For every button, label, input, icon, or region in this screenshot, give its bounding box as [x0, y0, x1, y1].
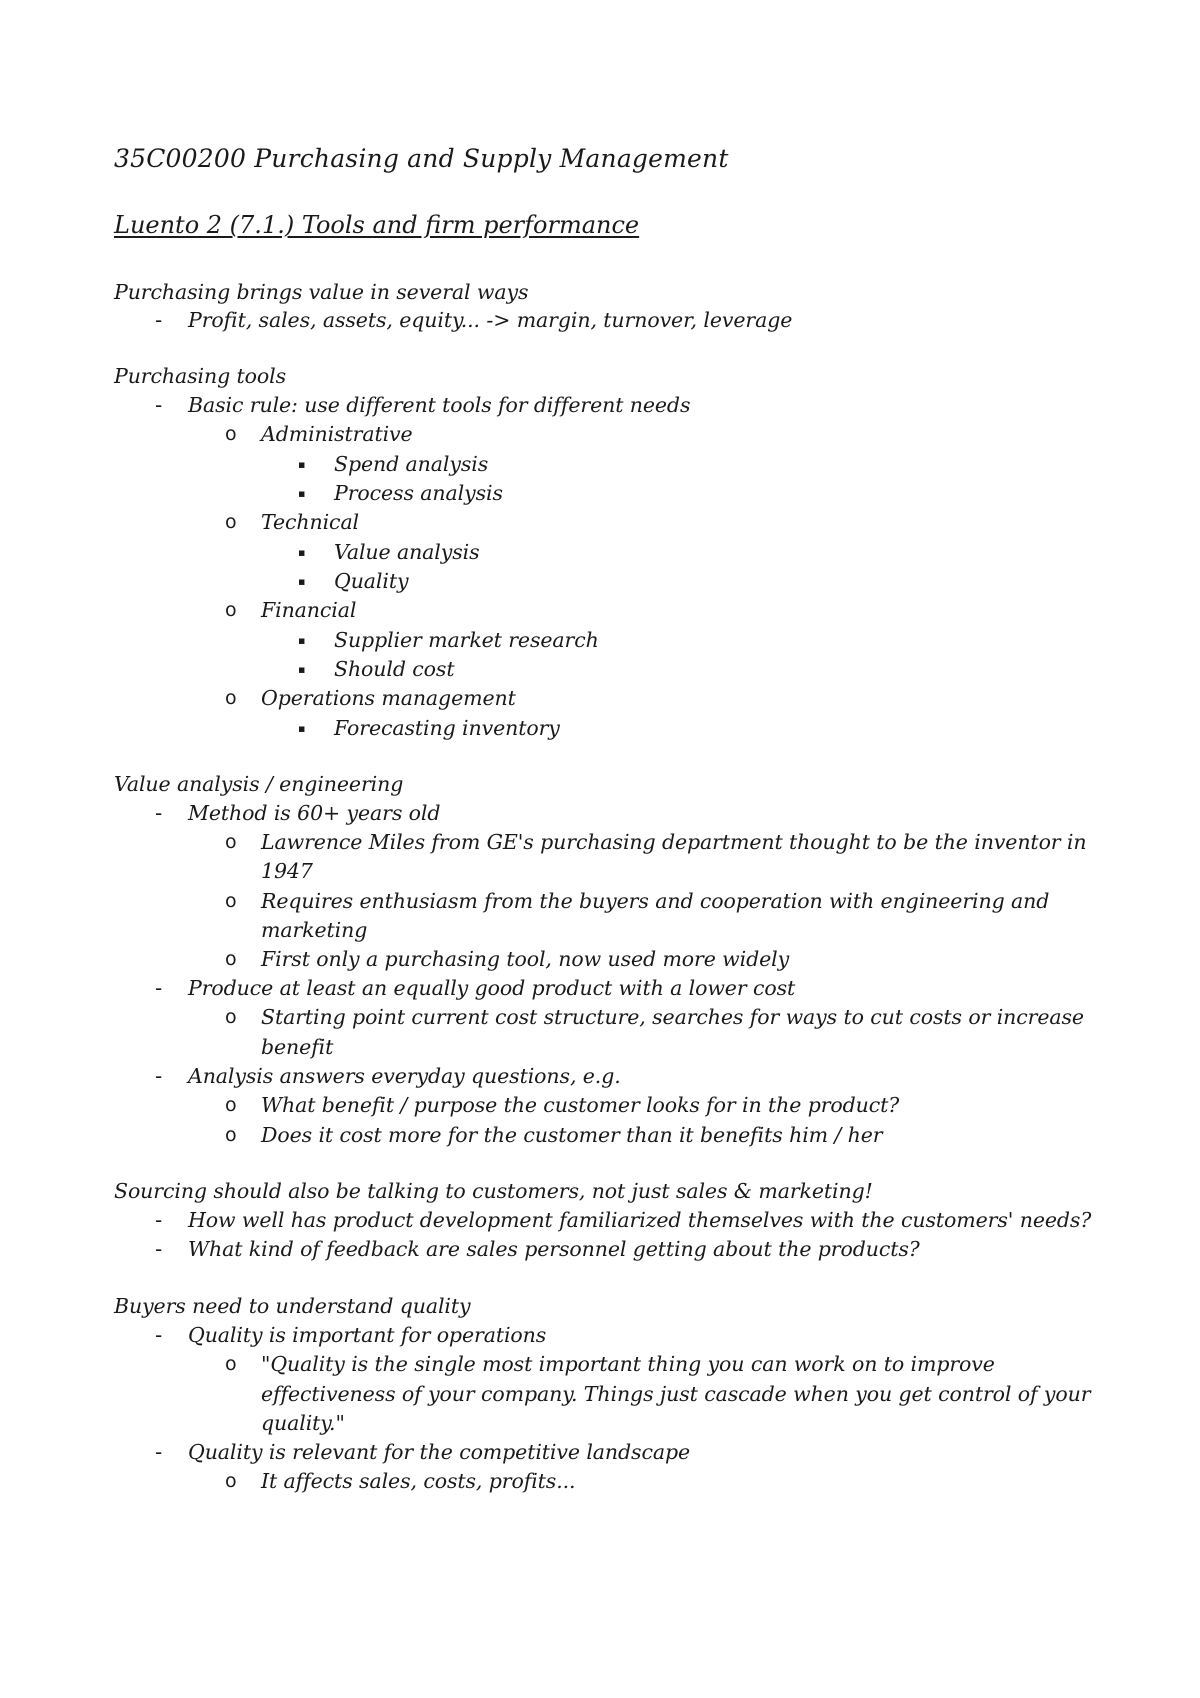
- list-item: Should cost: [334, 657, 455, 681]
- list-item: Spend analysis: [334, 452, 489, 476]
- list-item: Does it cost more for the customer than it benefits him / her: [261, 1123, 883, 1147]
- circle-bullet-icon: o: [225, 948, 237, 970]
- list-item: Produce at least an equally good product with a lower cost: [188, 976, 796, 1000]
- list-item: Starting point current cost structure, searches for ways to cut costs or increase: [261, 1005, 1084, 1029]
- list-item: Administrative: [261, 422, 413, 446]
- circle-bullet-icon: o: [225, 687, 237, 709]
- dash-bullet-icon: -: [155, 393, 163, 417]
- lecture-title: Luento 2 (7.1.) Tools and firm performance: [114, 211, 640, 239]
- circle-bullet-icon: o: [225, 1006, 237, 1028]
- list-item: It affects sales, costs, profits...: [261, 1469, 576, 1493]
- list-item: Basic rule: use different tools for different needs: [188, 393, 691, 417]
- list-item: How well has product development familiarized themselves with the customers' needs?: [188, 1208, 1092, 1232]
- list-item: First only a purchasing tool, now used more widely: [261, 947, 790, 971]
- circle-bullet-icon: o: [225, 1124, 237, 1146]
- section-heading-value: Purchasing brings value in several ways: [114, 280, 529, 304]
- circle-bullet-icon: o: [225, 599, 237, 621]
- square-bullet-icon: ▪: [298, 487, 306, 500]
- list-item: Financial: [261, 598, 357, 622]
- list-item: Quality is important for operations: [188, 1323, 547, 1347]
- circle-bullet-icon: o: [225, 423, 237, 445]
- document-title: 35C00200 Purchasing and Supply Management: [114, 144, 729, 173]
- list-item: Analysis answers everyday questions, e.g.: [188, 1064, 621, 1088]
- list-item: Supplier market research: [334, 628, 599, 652]
- list-item: Profit, sales, assets, equity... -> margin, turnover, leverage: [188, 308, 793, 332]
- list-item: Requires enthusiasm from the buyers and cooperation with engineering and: [261, 889, 1050, 913]
- section-heading-value-analysis: Value analysis / engineering: [114, 772, 404, 796]
- dash-bullet-icon: -: [155, 801, 163, 825]
- list-item-continuation: marketing: [261, 918, 368, 942]
- list-item-continuation: effectiveness of your company. Things just cascade when you get control of your: [261, 1382, 1091, 1406]
- section-heading-quality: Buyers need to understand quality: [114, 1294, 471, 1318]
- section-heading-sourcing: Sourcing should also be talking to customers, not just sales & marketing!: [114, 1179, 873, 1203]
- list-item-continuation: benefit: [261, 1035, 334, 1059]
- list-item: "Quality is the single most important thing you can work on to improve: [261, 1352, 995, 1376]
- list-item: Quality is relevant for the competitive landscape: [188, 1440, 691, 1464]
- circle-bullet-icon: o: [225, 1353, 237, 1375]
- square-bullet-icon: ▪: [298, 634, 306, 647]
- circle-bullet-icon: o: [225, 890, 237, 912]
- list-item: Value analysis: [334, 540, 480, 564]
- square-bullet-icon: ▪: [298, 663, 306, 676]
- list-item: What benefit / purpose the customer looks for in the product?: [261, 1093, 900, 1117]
- square-bullet-icon: ▪: [298, 722, 306, 735]
- list-item: Forecasting inventory: [334, 716, 560, 740]
- list-item: Lawrence Miles from GE's purchasing department thought to be the inventor in: [261, 830, 1087, 854]
- list-item: Process analysis: [334, 481, 503, 505]
- list-item: Technical: [261, 510, 360, 534]
- square-bullet-icon: ▪: [298, 458, 306, 471]
- dash-bullet-icon: -: [155, 1064, 163, 1088]
- dash-bullet-icon: -: [155, 1440, 163, 1464]
- dash-bullet-icon: -: [155, 1237, 163, 1261]
- circle-bullet-icon: o: [225, 1094, 237, 1116]
- section-heading-tools: Purchasing tools: [114, 364, 287, 388]
- circle-bullet-icon: o: [225, 1470, 237, 1492]
- list-item: Method is 60+ years old: [188, 801, 441, 825]
- circle-bullet-icon: o: [225, 511, 237, 533]
- list-item: Quality: [334, 569, 409, 593]
- list-item: What kind of feedback are sales personnel getting about the products?: [188, 1237, 920, 1261]
- list-item-continuation: 1947: [261, 859, 313, 883]
- list-item: Operations management: [261, 686, 516, 710]
- list-item-continuation: quality.": [261, 1411, 345, 1435]
- square-bullet-icon: ▪: [298, 575, 306, 588]
- square-bullet-icon: ▪: [298, 546, 306, 559]
- dash-bullet-icon: -: [155, 1208, 163, 1232]
- circle-bullet-icon: o: [225, 831, 237, 853]
- dash-bullet-icon: -: [155, 1323, 163, 1347]
- dash-bullet-icon: -: [155, 308, 163, 332]
- dash-bullet-icon: -: [155, 976, 163, 1000]
